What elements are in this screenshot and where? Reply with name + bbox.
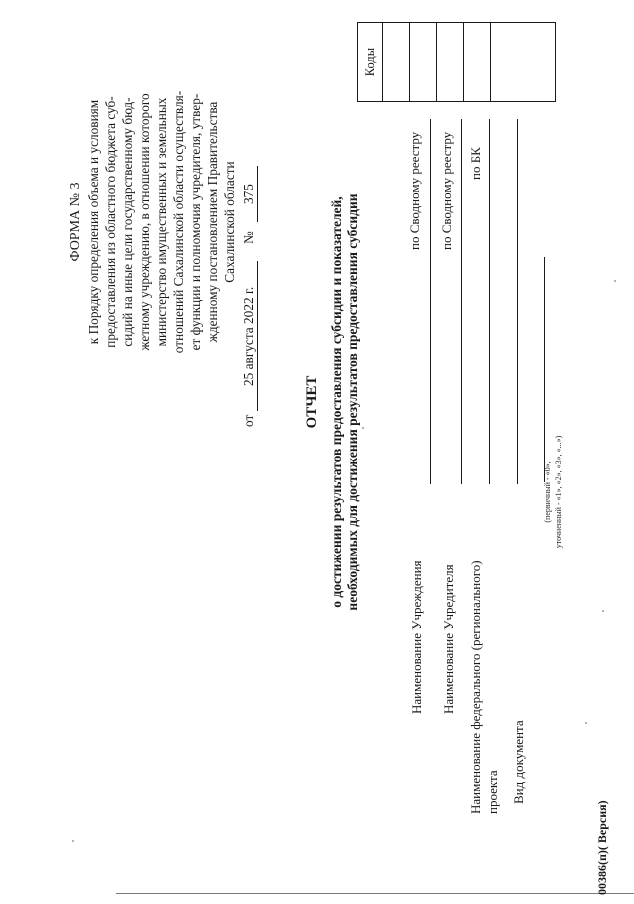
- project-value-line: [489, 119, 490, 484]
- regulation-line: жденному постановлением Правительства: [205, 101, 220, 343]
- scan-speck: [602, 610, 604, 612]
- bk-label: по БК: [468, 147, 483, 180]
- regulation-line: предоставления из областного бюджета суб-: [103, 96, 118, 348]
- regulation-line: жетному учреждению, в отношении которого: [137, 93, 152, 351]
- doc-type-hint-line2: уточненный - «1», «2», «3», «...»): [554, 435, 563, 549]
- report-subtitle-line: о достижении результатов предоставления субсидии и показателей,: [329, 196, 344, 608]
- report-title: [304, 2, 361, 802]
- scan-speck: [362, 427, 364, 429]
- report-subtitle-line: необходимых для достижения результатов предоставления субсидии: [345, 193, 360, 611]
- scan-speck: [585, 722, 587, 724]
- scan-speck: [614, 280, 616, 282]
- doc-type-hint: [542, 422, 564, 562]
- regulation-date-line: [240, 7, 258, 437]
- codes-header: Коды: [358, 23, 383, 102]
- project-label-cont: проекта: [485, 770, 500, 814]
- regulation-line: к Порядку определения объема и условиям: [86, 99, 101, 345]
- date-prefix: от: [241, 414, 256, 427]
- svod-registry-label: по Сводному реестру: [439, 131, 454, 250]
- regulation-line: ет функции и полномочия учредителя, утвер-: [188, 93, 203, 351]
- founder-value-line: [461, 119, 462, 484]
- codes-cell: [491, 23, 556, 102]
- regulation-number: 375: [240, 166, 258, 222]
- form-code: 00386(п)( Версия): [595, 800, 609, 895]
- regulation-date: 25 августа 2022 г.: [240, 261, 258, 411]
- doc-type-hint-line1: (первичный - «0»,: [543, 461, 552, 523]
- founder-label: Наименование Учредителя: [441, 564, 456, 714]
- form-number: ФОРМА № 3: [68, 182, 83, 262]
- doc-type-label: Вид документа: [511, 720, 526, 804]
- codes-cell: [410, 23, 437, 102]
- codes-table: [357, 22, 556, 102]
- regulation-line: сидий на иные цели государственному бюд-: [120, 97, 135, 347]
- institution-value-line: [430, 119, 431, 484]
- svod-registry-label: по Сводному реестру: [407, 131, 422, 250]
- regulation-line: министерство имущественных и земельных: [154, 97, 169, 347]
- regulation-line: Сахалинской области: [222, 161, 237, 283]
- institution-label: Наименование Учреждения: [409, 560, 424, 714]
- number-prefix: №: [241, 231, 256, 245]
- regulation-line: отношений Сахалинской области осуществля-: [171, 90, 186, 354]
- rotated-form-sheet: [2, 2, 632, 902]
- project-label: Наименование федерального (регионального): [468, 560, 483, 814]
- codes-cell: [464, 23, 491, 102]
- scan-speck: [72, 840, 74, 842]
- regulation-reference: [67, 7, 258, 437]
- codes-cell: [383, 23, 410, 102]
- report-heading: ОТЧЕТ: [304, 375, 320, 429]
- codes-cell: [437, 23, 464, 102]
- doc-type-value-line: [517, 119, 518, 484]
